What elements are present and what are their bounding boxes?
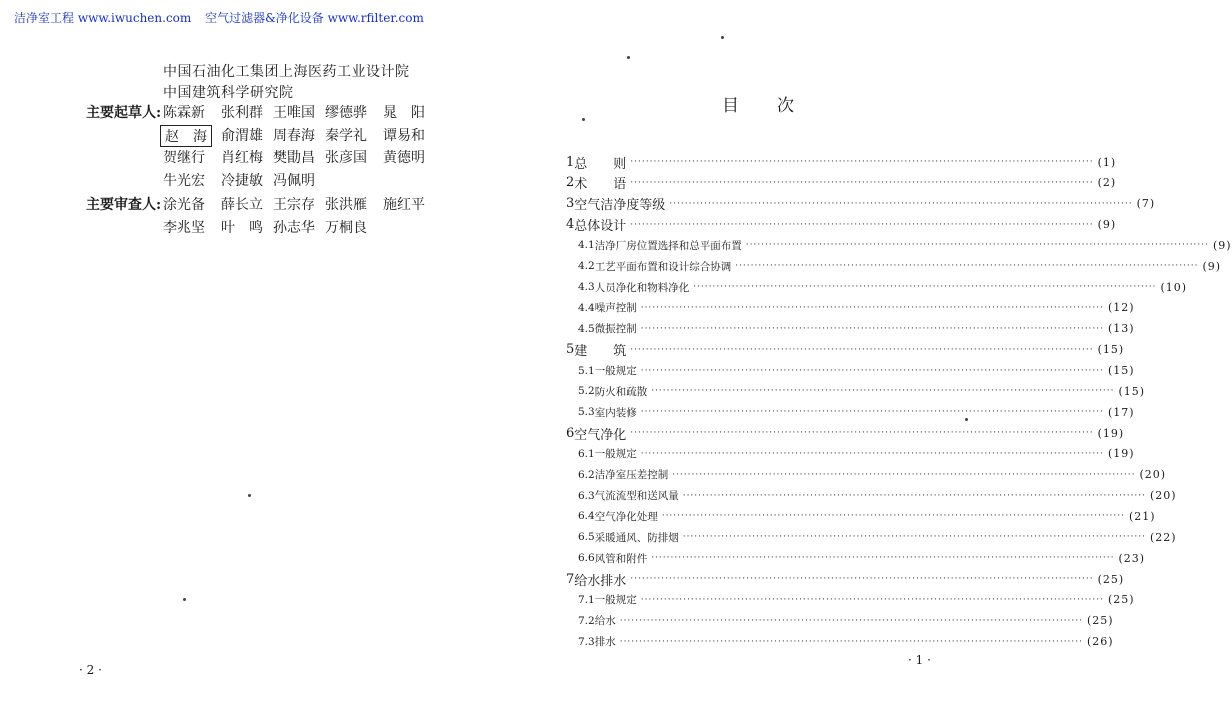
watermark-site-2: 空气过滤器&净化设备 www.rfilter.com (205, 11, 424, 25)
person-name: 孙志华 (273, 219, 315, 236)
toc-entry-title: 人员净化和物料净化 (594, 281, 690, 294)
toc-entry-title: 空气洁净度等级 (574, 198, 666, 214)
scan-speck (582, 118, 585, 121)
toc-entry-title: 给水排水 (574, 573, 627, 589)
toc-entry (578, 444, 1135, 464)
toc-entry-number: 6.2 (578, 468, 595, 481)
toc-entry-number: 7 (566, 571, 575, 587)
toc-entry (578, 548, 1146, 568)
toc-entry-number: 6.4 (578, 510, 595, 523)
toc-entry-page: (1) (1097, 155, 1117, 169)
person-name: 秦学礼 (325, 127, 367, 144)
toc-entry-number: 4 (566, 217, 575, 233)
toc-dot-leader: ························································································································ (619, 636, 1084, 647)
scan-speck (183, 598, 186, 601)
toc-entry-page: (12) (1108, 301, 1135, 315)
toc-entry-title: 一般规定 (594, 594, 637, 607)
toc-entry-title: 总体设计 (574, 219, 627, 235)
toc-entry-title: 空气净化处理 (594, 510, 658, 523)
toc-dot-leader: ························································································································ (640, 448, 1105, 459)
toc-entry (566, 173, 1117, 193)
toc-entry-number: 7.2 (578, 614, 595, 627)
toc-entry-number: 7.1 (578, 593, 595, 606)
drafters-label: 主要起草人: (86, 105, 162, 121)
toc-entry-number: 6.1 (578, 447, 595, 460)
person-name: 晁 阳 (383, 105, 425, 121)
toc-entry (578, 506, 1156, 526)
toc-entry-title: 建 筑 (574, 344, 627, 360)
toc-entry-page: (21) (1129, 509, 1156, 523)
toc-entry (578, 235, 1232, 255)
toc-entry-page: (9) (1202, 259, 1222, 273)
person-name: 俞渭雄 (221, 127, 263, 144)
page-number-left: · 2 · (79, 663, 102, 677)
toc-entry-title: 术 语 (574, 177, 627, 193)
toc-entry (566, 194, 1156, 214)
toc-entry-page: (9) (1213, 238, 1232, 252)
person-name: 周春海 (273, 127, 315, 144)
toc-dot-leader: ························································································································ (640, 407, 1105, 418)
reviewers-label: 主要审查人: (86, 197, 162, 213)
toc-entry-number: 7.3 (578, 635, 595, 648)
toc-entry-title: 洁净室压差控制 (594, 469, 669, 482)
left-page (0, 0, 500, 707)
toc-entry (566, 423, 1125, 443)
toc-entry-title: 一般规定 (594, 365, 637, 377)
person-name: 缪德骅 (325, 105, 367, 121)
toc-entry-title: 气流流型和送风量 (594, 490, 679, 503)
toc-entry-number: 5.2 (578, 385, 595, 398)
toc-dot-leader: ························································································································ (672, 469, 1136, 480)
toc-dot-leader: ························································································································ (619, 615, 1084, 626)
toc-dot-leader: ························································································································ (669, 198, 1133, 209)
person-name: 肖红梅 (221, 150, 263, 166)
toc-dot-leader: ························································································································ (630, 428, 1094, 439)
toc-entry-number: 4.2 (578, 260, 595, 273)
person-name: 张利群 (221, 105, 263, 121)
toc-entry-page: (7) (1136, 197, 1156, 211)
toc-entry (578, 319, 1135, 339)
toc-entry-page: (23) (1118, 551, 1146, 565)
toc-entry-page: (2) (1097, 176, 1117, 190)
toc-dot-leader: ························································································································ (661, 511, 1126, 522)
organization-line: 中国石油化工集团上海医药工业设计院 (163, 64, 410, 80)
toc-entry (578, 381, 1146, 401)
toc-entry-number: 5.3 (578, 406, 595, 419)
toc-dot-leader: ························································································································ (693, 282, 1157, 293)
toc-entry-page: (15) (1108, 364, 1135, 377)
toc-entry-number: 5 (566, 342, 575, 358)
toc-entry-title: 一般规定 (594, 448, 637, 461)
toc-dot-leader: ························································································································ (682, 490, 1147, 501)
toc-entry (566, 340, 1125, 360)
toc-entry-page: (25) (1087, 614, 1114, 628)
toc-entry-page: (20) (1139, 468, 1167, 482)
toc-dot-leader: ························································································································ (682, 532, 1147, 543)
toc-entry-title: 防火和疏散 (594, 385, 648, 398)
scan-speck (965, 418, 968, 421)
toc-entry (578, 527, 1177, 547)
toc-entry-title: 洁净厂房位置选择和总平面布置 (594, 239, 742, 252)
organization-line: 中国建筑科学研究院 (163, 85, 294, 101)
toc-entry-page: (9) (1097, 218, 1117, 232)
toc-entry-number: 6.5 (578, 531, 595, 544)
toc-entry (578, 402, 1135, 422)
person-name: 牛光宏 (163, 172, 205, 189)
toc-heading: 目次 (722, 96, 832, 116)
scan-speck (627, 56, 630, 59)
toc-entry-number: 3 (566, 196, 575, 212)
toc-entry-page: (25) (1108, 593, 1135, 607)
person-name: 黄德明 (383, 150, 425, 166)
person-name: 施红平 (383, 197, 425, 213)
toc-entry (578, 298, 1135, 318)
person-name: 冷捷敏 (221, 172, 263, 189)
toc-entry-page: (26) (1087, 635, 1114, 649)
toc-entry-number: 6.6 (578, 552, 595, 565)
person-name: 涂光备 (163, 197, 205, 213)
person-name: 万桐良 (325, 219, 367, 236)
scan-speck (721, 36, 724, 39)
toc-entry-title: 工艺平面布置和设计综合协调 (594, 260, 732, 273)
toc-entry-title: 微振控制 (594, 323, 637, 336)
toc-entry (578, 361, 1135, 381)
toc-entry-number: 1 (566, 154, 575, 170)
toc-entry-page: (17) (1108, 405, 1135, 419)
person-name: 冯佩明 (273, 172, 315, 189)
toc-dot-leader: ························································································································ (630, 344, 1094, 355)
toc-entry-number: 6 (566, 425, 575, 441)
person-name: 贺继行 (163, 150, 205, 166)
toc-dot-leader: ························································································································ (640, 365, 1105, 376)
person-name: 谭易和 (383, 127, 425, 144)
toc-entry (566, 569, 1125, 589)
toc-entry-page: (22) (1150, 530, 1177, 544)
toc-entry-title: 给水 (594, 615, 616, 628)
toc-entry (578, 611, 1114, 631)
right-page (500, 0, 1232, 707)
toc-entry-title: 风管和附件 (594, 552, 648, 565)
toc-entry-title: 室内装修 (594, 406, 637, 419)
toc-entry-title: 噪声控制 (594, 302, 637, 315)
toc-entry-title: 空气净化 (574, 427, 627, 443)
toc-entry-page: (25) (1097, 572, 1125, 586)
person-name: 王宗存 (273, 197, 315, 213)
person-name: 王唯国 (273, 105, 315, 121)
toc-entry (578, 465, 1167, 485)
person-name: 叶 鸣 (221, 219, 263, 236)
toc-entry (566, 215, 1117, 235)
toc-entry (578, 277, 1188, 297)
toc-entry-number: 2 (566, 175, 575, 191)
toc-dot-leader: ························································································································ (651, 386, 1115, 397)
toc-dot-leader: ························································································································ (640, 302, 1105, 313)
person-name: 张洪雁 (325, 197, 367, 213)
toc-dot-leader: ························································································································ (630, 157, 1094, 167)
person-name: 赵 海 (160, 125, 212, 147)
toc-entry (578, 590, 1135, 610)
toc-dot-leader: ························································································································ (735, 261, 1199, 272)
toc-entry-number: 5.1 (578, 364, 595, 377)
toc-entry-page: (19) (1097, 426, 1125, 440)
toc-dot-leader: ························································································································ (630, 177, 1094, 188)
toc-dot-leader: ························································································································ (651, 553, 1115, 564)
toc-entry-page: (20) (1150, 489, 1177, 503)
toc-dot-leader: ························································································································ (640, 594, 1105, 605)
person-name: 张彦国 (325, 150, 367, 166)
toc-entry-page: (19) (1108, 447, 1135, 461)
toc-dot-leader: ························································································································ (630, 574, 1094, 584)
toc-entry-title: 排水 (594, 636, 616, 649)
toc-entry (578, 632, 1114, 652)
toc-entry-number: 4.1 (578, 239, 595, 252)
toc-entry-title: 总 则 (574, 156, 627, 172)
toc-entry-page: (13) (1108, 322, 1135, 336)
toc-entry-number: 4.3 (578, 281, 595, 294)
toc-entry-page: (15) (1097, 343, 1125, 357)
toc-entry-number: 4.5 (578, 322, 595, 335)
page-number-right: · 1 · (908, 653, 931, 667)
toc-entry-title: 采暖通风、防排烟 (594, 531, 679, 544)
toc-entry-number: 4.4 (578, 301, 595, 314)
scan-speck (248, 494, 251, 497)
watermark-site-1: 洁净室工程 www.iwuchen.com (14, 11, 192, 25)
toc-entry (578, 486, 1177, 506)
toc-dot-leader: ························································································································ (640, 323, 1105, 334)
toc-entry-page: (10) (1160, 280, 1188, 294)
person-name: 薛长立 (221, 197, 263, 213)
toc-entry-page: (15) (1118, 384, 1146, 398)
toc-dot-leader: ························································································································ (630, 219, 1094, 230)
person-name: 陈霖新 (163, 105, 205, 121)
toc-entry (578, 256, 1222, 276)
toc-entry-number: 6.3 (578, 489, 595, 502)
person-name: 李兆坚 (163, 219, 205, 236)
toc-entry (566, 152, 1117, 172)
toc-dot-leader: ························································································································ (745, 240, 1210, 251)
person-name: 樊勖昌 (273, 150, 315, 166)
